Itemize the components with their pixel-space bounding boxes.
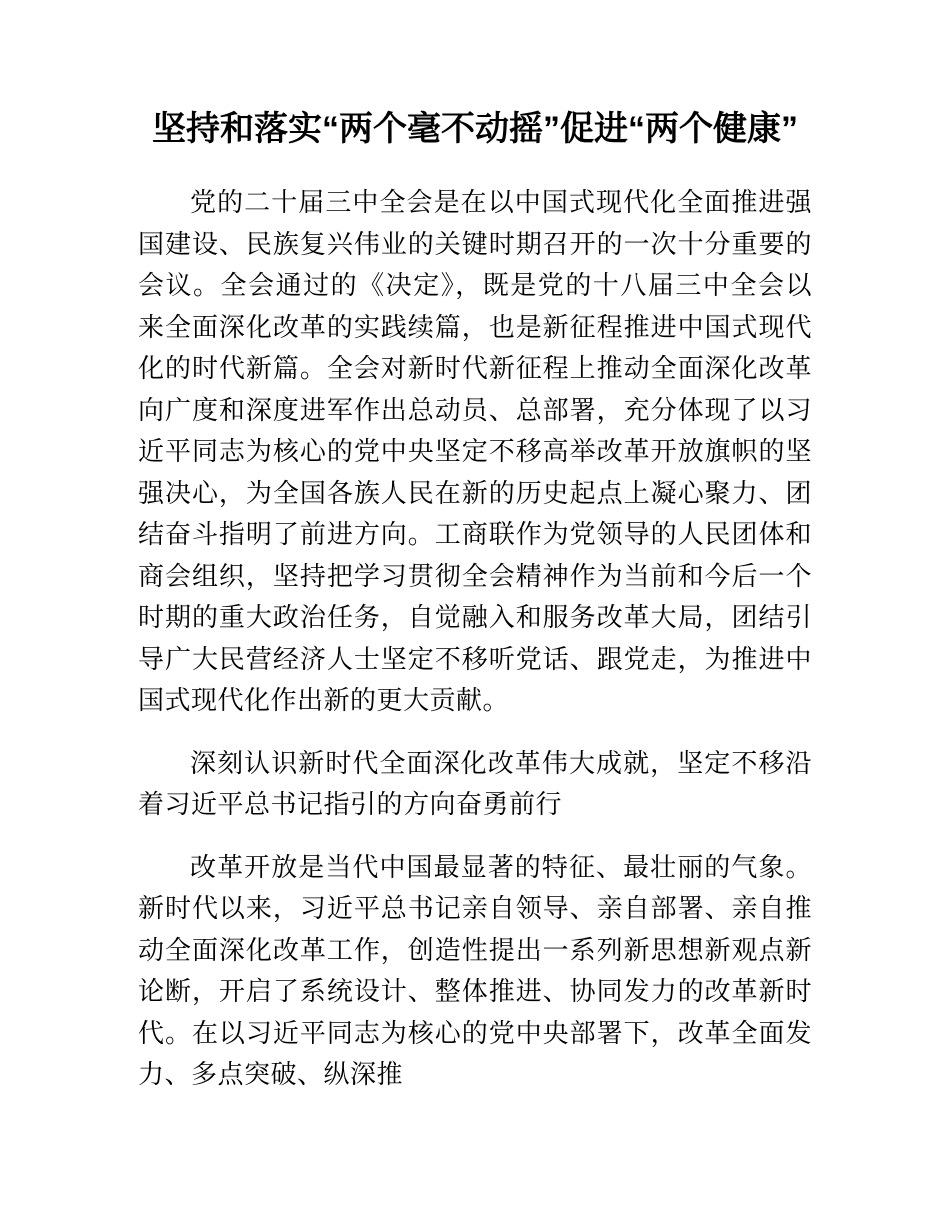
paragraph-2-subheading: 深刻认识新时代全面深化改革伟大成就，坚定不移沿着习近平总书记指引的方向奋勇前行: [138, 747, 812, 819]
paragraph-3: 改革开放是当代中国最显著的特征、最壮丽的气象。新时代以来，习近平总书记亲自领导、亲自部署、亲自推动全面深化改革工作，创造性提出一系列新思想新观点新论断，开启了系统设计、整体推进、协同发力的改革新时代。在以习近平同志为核心的党中央部署下，改革全面发力、多点突破、纵深推: [138, 851, 812, 1089]
paragraph-1: 党的二十届三中全会是在以中国式现代化全面推进强国建设、民族复兴伟业的关键时期召开的一次十分重要的会议。全会通过的《决定》，既是党的十八届三中全会以来全面深化改革的实践续篇，也是新征程推进中国式现代化的时代新篇。全会对新时代新征程上推动全面深化改革向广度和深度进军作出总动员、总部署，充分体现了以习近平同志为核心的党中央坚定不移高举改革开放旗帜的坚强决心，为全国各族人民在新的历史起点上凝心聚力、团结奋斗指明了前进方向。工商联作为党领导的人民团体和商会组织，坚持把学习贯彻全会精神作为当前和今后一个时期的重大政治任务，自觉融入和服务改革大局，团结引导广大民营经济人士坚定不移听党话、跟党走，为推进中国式现代化作出新的更大贡献。: [138, 187, 812, 715]
document-title: 坚持和落实“两个毫不动摇”促进“两个健康”: [152, 110, 798, 148]
